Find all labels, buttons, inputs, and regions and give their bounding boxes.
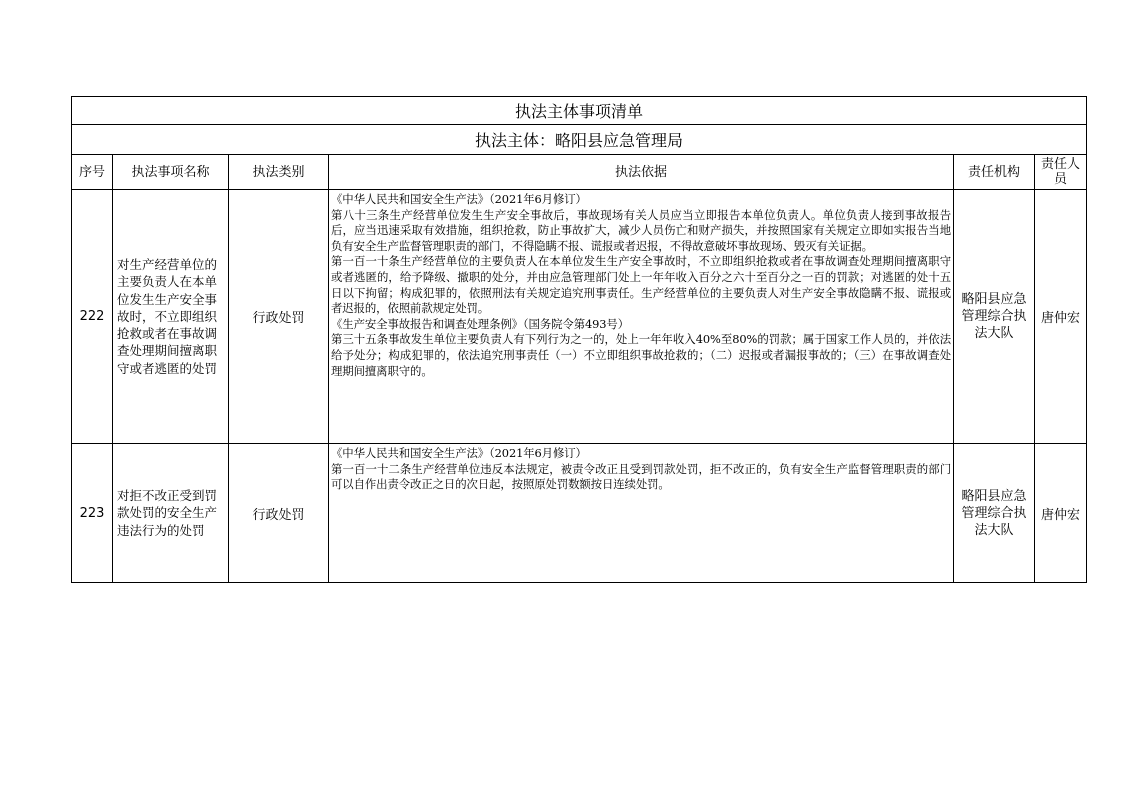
column-header-name: 执法事项名称 (113, 155, 229, 190)
column-header-num: 序号 (72, 155, 113, 190)
item-type: 行政处罚 (229, 444, 329, 583)
title-row (72, 97, 1087, 125)
basis-paragraph: 第三十五条事故发生单位主要负责人有下列行为之一的，处上一年年收入40%至80%的罚款；属于国家工作人员的，并依法给予处分；构成犯罪的，依法追究刑事责任（一）不立即组织事故抢救的；（二）迟报或者漏报事故的；（三）在事故调查处理期间擅离职守的。 (331, 332, 951, 378)
basis-paragraph: 第八十三条生产经营单位发生生产安全事故后，事故现场有关人员应当立即报告本单位负责人。单位负责人接到事故报告后，应当迅速采取有效措施，组织抢救，防止事故扩大，减少人员伤亡和财产损失，并按照国家有关规定立即如实报告当地负有安全生产监督管理职责的部门，不得隐瞒不报、谎报或者迟报，不得故意破坏事故现场、毁灭有关证据。 (331, 207, 951, 253)
table-row (72, 190, 1087, 444)
column-header-basis: 执法依据 (329, 155, 954, 190)
table-title: 执法主体事项清单 (72, 97, 1087, 125)
row-number: 223 (72, 444, 113, 583)
header-row (72, 155, 1087, 190)
enforcement-list-sheet (71, 96, 1086, 583)
item-name: 对生产经营单位的主要负责人在本单位发生生产安全事故时，不立即组织抢救或者在事故调查处理期间擅离职守或者逃匿的处罚 (113, 190, 229, 444)
basis-paragraph: 《中华人民共和国安全生产法》（2021年6月修订） (331, 446, 587, 460)
basis-paragraph: 《生产安全事故报告和调查处理条例》（国务院令第493号） (331, 316, 630, 331)
column-header-org: 责任机构 (954, 155, 1035, 190)
responsible-org: 略阳县应急管理综合执法大队 (954, 190, 1035, 444)
subtitle-row (72, 125, 1087, 155)
legal-basis (329, 444, 954, 583)
basis-paragraph: 第一百一十条生产经营单位的主要负责人在本单位发生生产安全事故时，不立即组织抢救或者在事故调查处理期间擅离职守或者逃匿的，给予降级、撤职的处分，并由应急管理部门处上一年年收入百分之六十至百分之一百的罚款；对逃匿的处十五日以下拘留；构成犯罪的，依照刑法有关规定追究刑事责任。生产经营单位的主要负责人对生产安全事故隐瞒不报、谎报或者迟报的，依照前款规定处罚。 (331, 254, 951, 316)
table-row (72, 444, 1087, 583)
table-subtitle: 执法主体：略阳县应急管理局 (72, 125, 1087, 155)
row-number: 222 (72, 190, 113, 444)
responsible-person: 唐仲宏 (1035, 190, 1087, 444)
responsible-org: 略阳县应急管理综合执法大队 (954, 444, 1035, 583)
basis-paragraph: 《中华人民共和国安全生产法》（2021年6月修订） (331, 192, 587, 206)
column-header-person: 责任人员 (1035, 155, 1087, 190)
responsible-person: 唐仲宏 (1035, 444, 1087, 583)
legal-basis (329, 190, 954, 444)
item-type: 行政处罚 (229, 190, 329, 444)
basis-paragraph: 第一百一十二条生产经营单位违反本法规定，被责令改正且受到罚款处罚，拒不改正的，负有安全生产监督管理职责的部门可以自作出责令改正之日的次日起，按照原处罚数额按日连续处罚。 (331, 461, 951, 492)
column-header-type: 执法类别 (229, 155, 329, 190)
enforcement-table (71, 96, 1087, 583)
item-name: 对拒不改正受到罚款处罚的安全生产违法行为的处罚 (113, 444, 229, 583)
